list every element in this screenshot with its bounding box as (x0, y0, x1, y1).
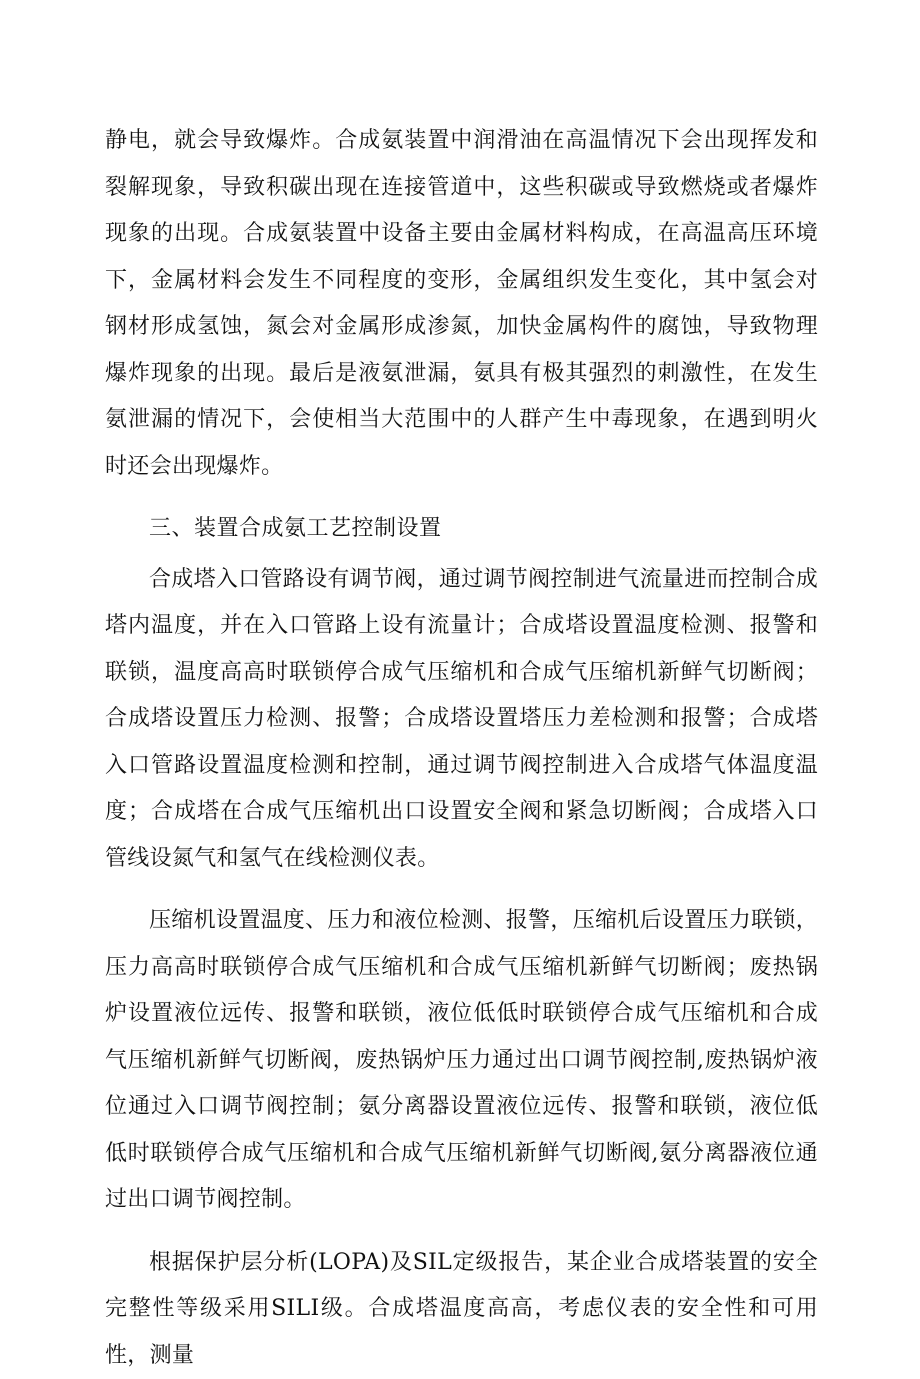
paragraph-synthesis-tower: 合成塔入口管路设有调节阀，通过调节阀控制进气流量进而控制合成塔内温度，并在入口管路上设有流量计；合成塔设置温度检测、报警和联锁，温度高高时联锁停合成气压缩机和合成气压缩机新鲜气切断阀；合成塔设置压力检测、报警；合成塔设置塔压力差检测和报警；合成塔入口管路设置温度检测和控制，通过调节阀控制进入合成塔气体温度温度；合成塔在合成气压缩机出口设置安全阀和紧急切断阀；合成塔入口管线设氮气和氢气在线检测仪表。 (105, 557, 818, 883)
continued-paragraph: 静电，就会导致爆炸。合成氨装置中润滑油在高温情况下会出现挥发和裂解现象，导致积碳出现在连接管道中，这些积碳或导致燃烧或者爆炸现象的出现。合成氨装置中设备主要由金属材料构成，在高温高压环境下，金属材料会发生不同程度的变形，金属组织发生变化，其中氢会对钢材形成氢蚀，氮会对金属形成渗氮，加快金属构件的腐蚀，导致物理爆炸现象的出现。最后是液氨泄漏，氨具有极其强烈的刺激性，在发生氨泄漏的情况下，会使相当大范围中的人群产生中毒现象，在遇到明火时还会出现爆炸。 (105, 118, 818, 490)
document-body (105, 118, 818, 1379)
paragraph-lopa-sil: 根据保护层分析(LOPA)及SIL定级报告，某企业合成塔装置的安全完整性等级采用SILI级。合成塔温度高高，考虑仪表的安全性和可用性，测量 (105, 1240, 818, 1379)
section-heading: 三、装置合成氨工艺控制设置 (105, 506, 818, 553)
paragraph-compressor: 压缩机设置温度、压力和液位检测、报警，压缩机后设置压力联锁，压力高高时联锁停合成气压缩机和合成气压缩机新鲜气切断阀；废热锅炉设置液位远传、报警和联锁，液位低低时联锁停合成气压缩机和合成气压缩机新鲜气切断阀，废热锅炉压力通过出口调节阀控制,废热锅炉液位通过入口调节阀控制；氨分离器设置液位远传、报警和联锁，液位低低时联锁停合成气压缩机和合成气压缩机新鲜气切断阀,氨分离器液位通过出口调节阀控制。 (105, 898, 818, 1224)
